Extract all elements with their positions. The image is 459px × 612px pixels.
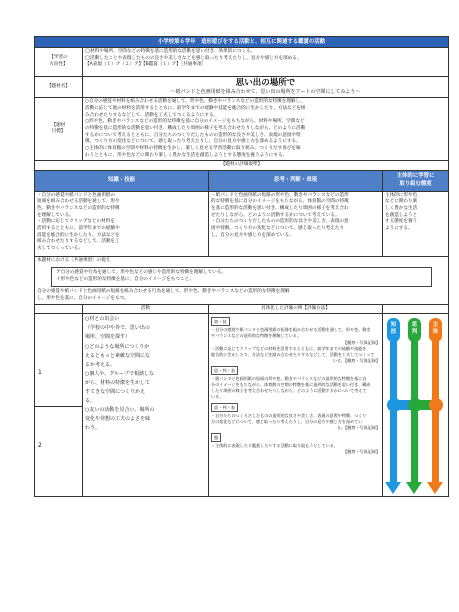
theme-cell [83, 77, 449, 98]
common-header: 本題材における［共通事項］の捉え [37, 257, 111, 263]
theme-label: 【題材名】 [35, 77, 83, 98]
eval-header: 具体化した評価の例【評価方法】 [209, 304, 383, 314]
eval-tag-thinking-1: 思・判・表 [211, 366, 238, 375]
eval-text: 知・技 ・自分の感覚や紙パンドと色画用紙の短冊を組み合わせる活動を通して、形や色、動き やバランスなどの造形的な特徴を理解している。 【観察・写真記録】 ・活動に応じてクリップなどの材料を活用するとともに、前学年までの経験や技能を 総合的に生かしたり、方法などを組み合わせたりするなどして、活動を工夫してつくって いる。【観察・写真記録】 思・判・表 ・紙パンドと色画用紙の短冊の形や色、動きやバランスなどの造形的な特徴を基に自 分のイメージをもちながら、体育館の空間の特徴を基に造形的な活動を思い付き、構成 したり周囲の様子を考え合わせたりしながら、どのように活動するかについて考えて いる。 思・判・表 ・自分たちのつくりだしたものの造形的な良さや美しさ、表現の意図や特徴、つくり 方の変化などについて、感じ取ったり考えたりし、自分の見方や感じ方を深めてい る。【観察・写真記録】 態 ・主体的に表現したり鑑賞したりする活動に取り組もうとしている。 【観察・写真記録】 [209, 314, 383, 497]
arrow-header-cell [383, 304, 449, 314]
plan-table [34, 36, 449, 497]
arrow-cell: 知 技 思 判 主 体 [383, 314, 449, 497]
page-title: 小学校第６学年 造形遊びをする活動と、相互に関連する鑑賞の活動 [35, 37, 449, 48]
common-after-1: 自分の感覚や紙パンドと色画用紙の短冊を組み合わせる行為を通して、形や色、動きやバランスなどの造形的な特徴を理解 [37, 289, 290, 295]
objectives-text: ○自分の感覚や材料を組み合わせる活動を通して、形や色、動きやバランスなどの造形的な特徴を理解し、 活動に応じて他の材料を活用するとともに、前学年までの経験や技能を総合的に生かしたり、方法などを組 み合わせたりするなどして、活動を工夫してつくるようにする。 ○形や色、動きやバランスなどの造形的な特徴を基に自分のイメージをもちながら、材料や場所、空間など の特徴を基に造形的な活動を思い付き、構成したり周囲の様子を考え合わせたりしながら、どのように活動 するかについて考えるとともに、自分たちのつくりだしたものの造形的な良さや美しさ、表現の意図や特 徴、つくり方の変化などについて、感じ取ったり考えたりし、自分の見方や感じ方を深めるようにする。 ○主体的に体育館の空間や材料の特徴を生かし、楽しく見せる学習活動に取り組み、つくりだす喜びを味 わうとともに、形や色などに関わり楽しく豊かな生活を創造しようとする態度を養うようにする。 [83, 98, 449, 161]
goals-text: ◯材料や場所、空間などの特徴を基に造形的な活動を思い付き、効果的につくる。 ◯活動したことや表現したものの良さや美しさなどを感じ取ったり考えたりし、見方や感じ方を深める。 【A表現（１）ア（２）ア】【B鑑賞（１）ア】［共通事項］ [83, 48, 449, 77]
activity-header: 活動 [83, 304, 209, 314]
criteria-thinking-header: 思考・判断・表現 [209, 170, 383, 191]
common-matters [35, 256, 449, 304]
criteria-attitude-text: 主体的に形や色 などに関わり楽 しく豊かな生活 を創造しようと する態度を養う ようにする。 [383, 191, 449, 256]
criteria-thinking-text: ・紙パンドと色画用紙の短冊の形や色、動きやバランスなどの造形 的な特徴を基に自分のイメージをもちながら、体育館の空間の特徴 を基に造形的な活動を思い付き、構成したり周囲の様子を考え合わ せたりしながら、どのように活動するかについて考えている。 ・自分たちのつくりだしたものの造形的な良さや美しさ、表現の意 図や特徴、つくり方の変化などについて、感じ取ったり考えたり し、自分の見方や感じ方を深めている。 [209, 191, 383, 256]
eval-tag-thinking-2: 思・判・表 [211, 403, 238, 412]
period-cell [35, 314, 83, 497]
criteria-attitude-header: 主体的に学習に 取り組む態度 [383, 170, 449, 191]
period-1: 1 [38, 369, 42, 377]
objectives-label: 【題材 目標】 [35, 98, 83, 161]
theme-title: 思い出の場所で [235, 78, 296, 88]
common-box: ア自分の感覚や行為を通して、形や色などの感じや造形的な特徴を理解している。 イ形や色などの造形的な特徴を基に、自分のイメージをもつこと。 [51, 267, 432, 287]
criteria-header: 【題材の評価規準】 [35, 161, 449, 171]
period-2: 2 [38, 442, 42, 450]
empty-header-cell [35, 304, 83, 314]
criteria-knowledge-header: 知識・技能 [35, 170, 209, 191]
activity-text: ○材との出会い （学校の中や外で、思い出の 場所、空間を探す） ○どのような場所につくりか えるともっと素敵な空間にな るか考える。 ○個人や、グループで相談しな がら、材料の特徴を生かして すてきな空間につくりかえ る。 ○友いの活動を見合い、場所の 変化や発想の工夫のよさを味 わう。 [83, 314, 209, 497]
common-after-2: し、形や色を基に、自分のイメージをもつ。 [37, 295, 129, 301]
eval-tag-knowledge: 知・技 [211, 317, 230, 326]
eval-tag-attitude: 態 [211, 433, 221, 442]
criteria-knowledge-text: ・自分の感覚や紙パンドと色画用紙の 短冊を組み合わせる活動を通して、形や 色、動きやバランスなどの造形的な特徴 を理解している。 ・活動に応じてクリップなどの材料を 活用するとともに、前学年までの経験や 技能を総合的に生かしたり、方法などを 組み合わせたりするなどして、活動を工 夫してつくっている。 [35, 191, 209, 256]
theme-subtitle: 〜紙パンドと色画用紙を組み合わせて、思い出の場所をアートの空間にしてみよう〜 [170, 89, 361, 95]
goals-label: 【学習の 方向性】 [35, 48, 83, 77]
lesson-plan [34, 36, 448, 497]
